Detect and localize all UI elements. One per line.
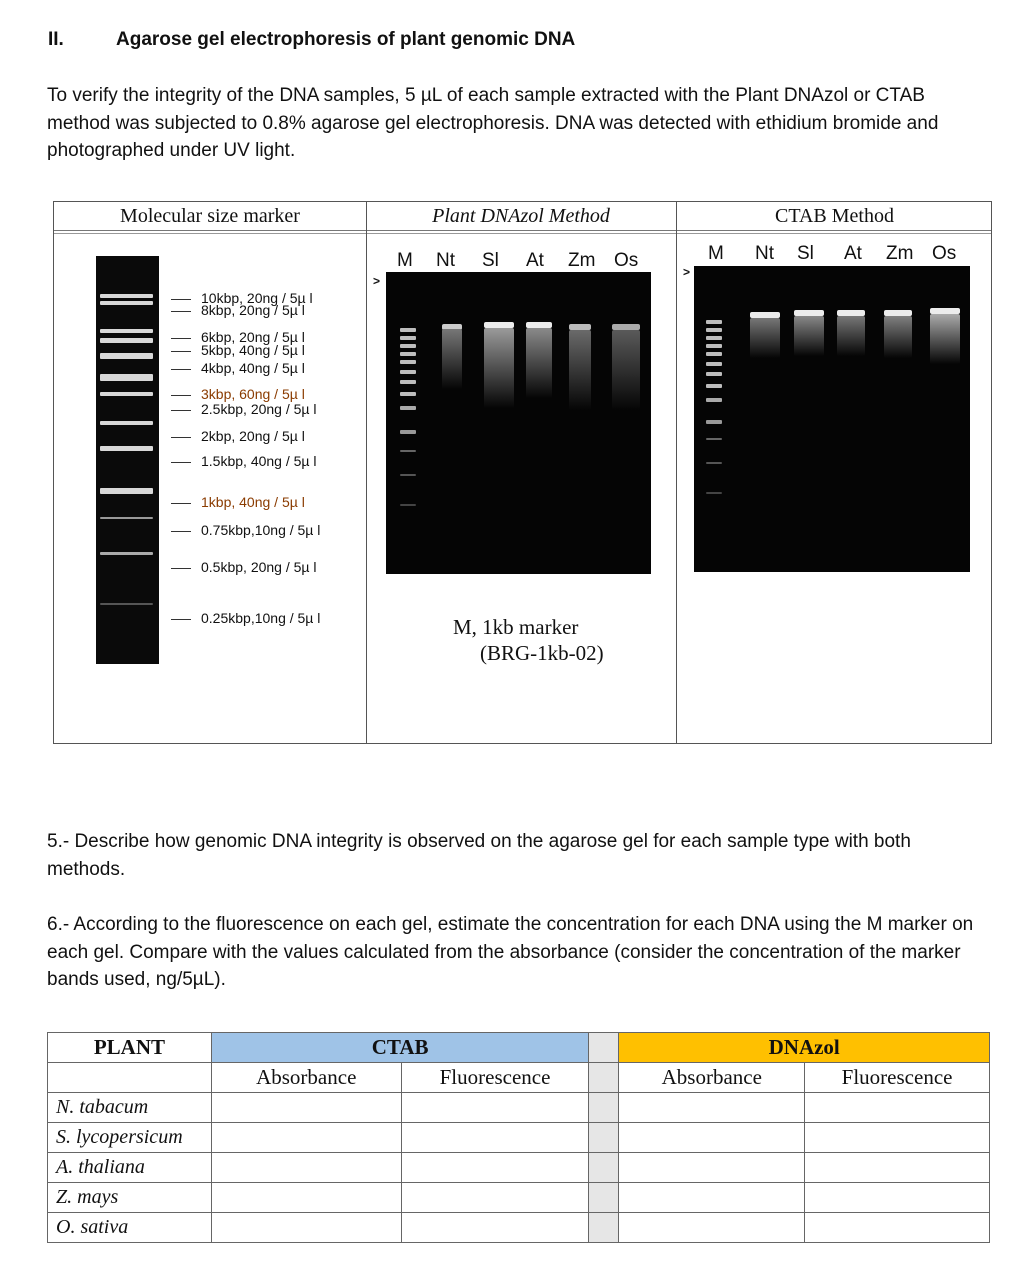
marker-label: 0.5kbp, 20ng / 5µ l <box>171 559 316 575</box>
plant-name: Z. mays <box>48 1183 212 1213</box>
well-marker: > <box>373 274 381 288</box>
gel-image-dnazol <box>386 272 651 574</box>
header-ctab: CTAB <box>211 1033 589 1063</box>
marker-label: 5kbp, 40ng / 5µ l <box>171 342 305 358</box>
lane-label-nt: Nt <box>436 250 455 271</box>
input-cell[interactable] <box>401 1093 589 1123</box>
plant-name: S. lycopersicum <box>48 1123 212 1153</box>
header-dnazol: Plant DNAzol Method <box>432 205 610 227</box>
lane-label-m: M <box>708 243 724 264</box>
lane-label-nt: Nt <box>755 243 774 264</box>
marker-label: 0.75kbp,10ng / 5µ l <box>171 522 320 538</box>
input-cell[interactable] <box>619 1093 805 1123</box>
table-row <box>48 1183 990 1213</box>
table-subheader-row <box>48 1063 990 1093</box>
input-cell[interactable] <box>401 1153 589 1183</box>
subheader-fluorescence: Fluorescence <box>401 1063 589 1093</box>
subheader-fluorescence: Fluorescence <box>805 1063 990 1093</box>
header-plant: PLANT <box>48 1033 212 1063</box>
input-cell[interactable] <box>211 1183 401 1213</box>
input-cell[interactable] <box>211 1093 401 1123</box>
lane-label-os: Os <box>932 243 957 264</box>
input-cell[interactable] <box>619 1123 805 1153</box>
input-cell[interactable] <box>211 1213 401 1243</box>
marker-ladder-image <box>96 256 159 664</box>
input-cell[interactable] <box>619 1153 805 1183</box>
intro-paragraph: To verify the integrity of the DNA samples, 5 µL of each sample extracted with the Plant DNAzol or CTAB method was subjected to 0.8% agarose gel electrophoresis. DNA was detected with ethidium bromide and photographed under UV light. <box>47 85 939 161</box>
gel-image-ctab <box>694 266 970 572</box>
header-ctab: CTAB Method <box>775 205 894 227</box>
plant-name: N. tabacum <box>48 1093 212 1123</box>
input-cell[interactable] <box>805 1093 990 1123</box>
input-cell[interactable] <box>805 1153 990 1183</box>
input-cell[interactable] <box>619 1213 805 1243</box>
input-cell[interactable] <box>211 1123 401 1153</box>
question-6: 6.- According to the fluorescence on each gel, estimate the concentration for each DNA using the M marker on each gel. Compare with the values calculated from the absorbance (consider the concentration of the marker bands used, ng/5µL). <box>47 914 974 990</box>
input-cell[interactable] <box>805 1123 990 1153</box>
subheader-absorbance: Absorbance <box>619 1063 805 1093</box>
lane-label-sl: Sl <box>797 243 814 264</box>
subheader-absorbance: Absorbance <box>211 1063 401 1093</box>
input-cell[interactable] <box>401 1183 589 1213</box>
well-marker: > <box>683 265 691 279</box>
lane-label-os: Os <box>614 250 639 271</box>
gel-caption-line2: (BRG-1kb-02) <box>480 641 604 665</box>
marker-label: 0.25kbp,10ng / 5µ l <box>171 610 320 626</box>
marker-label: 2.5kbp, 20ng / 5µ l <box>171 401 316 417</box>
input-cell[interactable] <box>401 1123 589 1153</box>
plant-name: A. thaliana <box>48 1153 212 1183</box>
marker-label: 10kbp, 20ng / 5µ l <box>171 290 313 306</box>
plant-name: O. sativa <box>48 1213 212 1243</box>
header-marker: Molecular size marker <box>120 205 300 227</box>
input-cell[interactable] <box>401 1213 589 1243</box>
input-cell[interactable] <box>805 1183 990 1213</box>
lane-label-at: At <box>844 243 862 264</box>
section-number: II. <box>48 29 64 50</box>
gel-caption-line1: M, 1kb marker <box>453 615 579 639</box>
lane-label-m: M <box>397 250 413 271</box>
marker-label: 8kbp, 20ng / 5µ l <box>171 302 305 318</box>
section-title: Agarose gel electrophoresis of plant genomic DNA <box>116 29 576 50</box>
marker-label: 4kbp, 40ng / 5µ l <box>171 360 305 376</box>
marker-label: 6kbp, 20ng / 5µ l <box>171 329 305 345</box>
lane-label-zm: Zm <box>886 243 914 264</box>
marker-label: 3kbp, 60ng / 5µ l <box>171 386 305 402</box>
input-cell[interactable] <box>211 1153 401 1183</box>
lane-label-at: At <box>526 250 544 271</box>
table-row <box>48 1123 990 1153</box>
table-header-row <box>48 1033 990 1063</box>
marker-label: 1kbp, 40ng / 5µ l <box>171 494 305 510</box>
question-5: 5.- Describe how genomic DNA integrity is observed on the agarose gel for each sample type with both methods. <box>47 831 911 880</box>
table-row <box>48 1153 990 1183</box>
marker-label: 2kbp, 20ng / 5µ l <box>171 428 305 444</box>
table-row <box>48 1213 990 1243</box>
marker-label: 1.5kbp, 40ng / 5µ l <box>171 453 316 469</box>
input-cell[interactable] <box>619 1183 805 1213</box>
results-table <box>47 1032 990 1243</box>
table-row <box>48 1093 990 1123</box>
lane-label-sl: Sl <box>482 250 499 271</box>
header-dnazol: DNAzol <box>619 1033 990 1063</box>
input-cell[interactable] <box>805 1213 990 1243</box>
lane-label-zm: Zm <box>568 250 596 271</box>
